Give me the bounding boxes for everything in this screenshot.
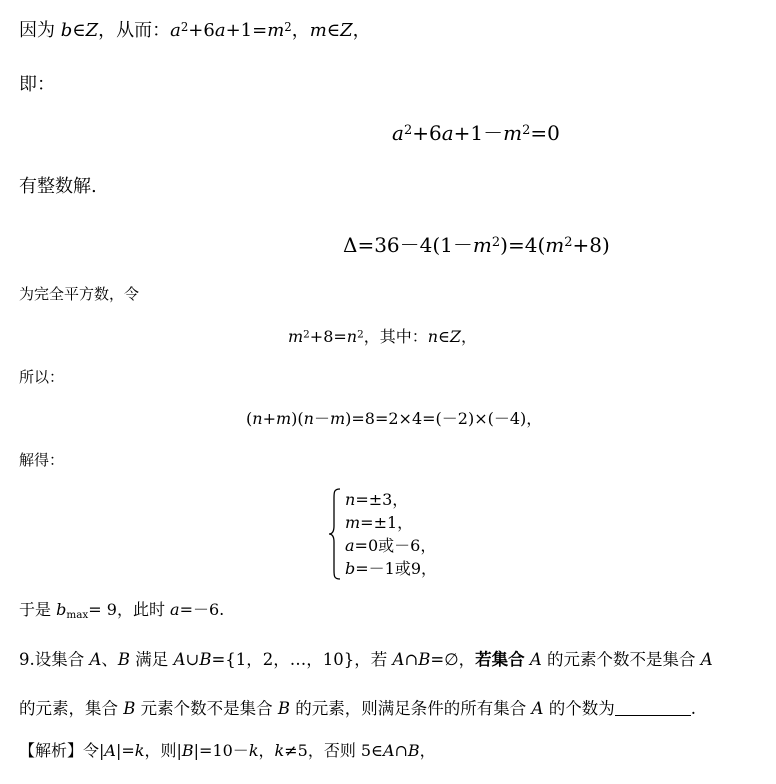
system-row: b=－1或9，	[345, 559, 438, 578]
line-3: 有整数解.	[19, 176, 97, 197]
line-5: 所以：	[19, 368, 65, 386]
line-1: 因为 b∈Z，从而：$a^2+6a+1=m^2$，m∈Z，	[19, 19, 371, 41]
system-row: n=±3，	[345, 490, 409, 509]
left-brace-icon	[328, 488, 342, 580]
line-4: 为完全平方数，令	[19, 285, 140, 303]
line-7: 于是 $b_{max}= 9$，此时 a=－6.	[19, 600, 225, 622]
equation-4: (n+m)(n－m)=8=2×4=(－2)×(－4)，	[246, 409, 543, 428]
system-row: m=±1，	[345, 513, 414, 532]
system-row: a=0或－6，	[345, 536, 437, 555]
question-9-line-1: 9.设集合 A、B 满足 A∪B={1，2，…，10}，若 A∩B=∅，若集合 A 的元素个数不是集合 A	[19, 650, 713, 669]
line-2: 即：	[19, 74, 55, 95]
line-6: 解得：	[19, 451, 65, 469]
answer-blank	[615, 701, 691, 716]
question-9-line-2: 的元素，集合 B 元素个数不是集合 B 的元素，则满足条件的所有集合 A 的个数为 .	[19, 699, 696, 718]
equation-1: $a^2+6a+1-m^2=0$	[392, 121, 560, 145]
equation-2: $\Delta=36-4(1-m^2)=4(m^2+8)$	[343, 233, 610, 257]
solution-line: 【解析】令|A|=k，则|B|=10－k，k≠5，否则 5∈A∩B，	[19, 741, 436, 760]
equation-3: $m^2+8=n^2$，其中：n∈Z，	[288, 327, 478, 346]
